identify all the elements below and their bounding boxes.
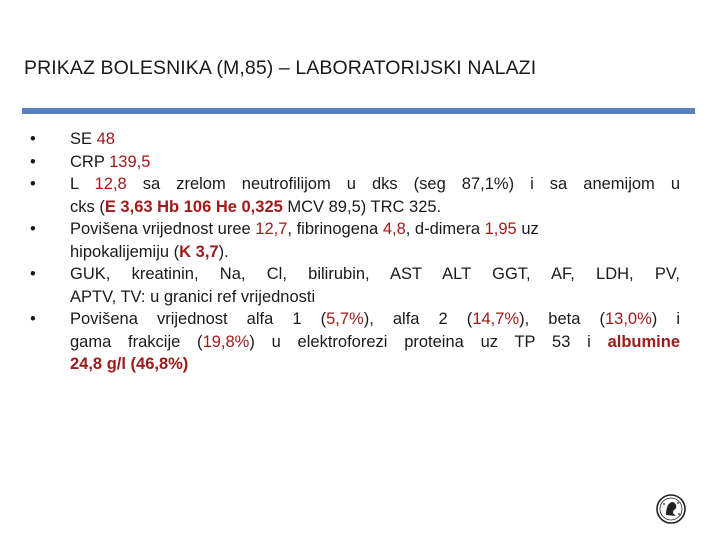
lab-value: 24,8 g/l (46,8%) — [70, 355, 189, 373]
label-text: cks ( — [70, 197, 105, 216]
label-text: ), alfa 2 ( — [363, 310, 473, 328]
bullet-icon: • — [30, 310, 36, 328]
line-text — [70, 263, 680, 286]
lab-value: 12,7 — [255, 220, 288, 238]
label-text: CRP — [70, 152, 110, 171]
title-divider — [22, 108, 695, 114]
bullet-icon: • — [30, 175, 36, 193]
label-text: gama frakcije ( — [70, 332, 203, 351]
lab-findings-list — [30, 128, 680, 376]
line-text — [70, 173, 680, 196]
list-item-electrophoresis — [30, 308, 680, 376]
label-text: MCV 89,5) TRC 325. — [282, 197, 442, 216]
label-text: ). — [218, 242, 229, 261]
list-item-normal-values — [30, 263, 680, 308]
slide-title: PRIKAZ BOLESNIKA (M,85) – LABORATORIJSKI NALAZI — [24, 57, 537, 79]
label-text: , fibrinogena — [287, 220, 383, 238]
label-text: Povišena vrijednost alfa 1 ( — [70, 310, 327, 328]
lab-value: albumine — [607, 332, 680, 351]
lab-value: 48 — [96, 130, 115, 148]
bullet-icon: • — [30, 220, 36, 238]
label-text: ), beta ( — [519, 310, 605, 328]
label-text: ) u elektroforezi proteina uz TP 53 i — [249, 332, 608, 351]
lab-value: 13,0% — [604, 310, 652, 328]
bullet-icon: • — [30, 130, 36, 148]
bullet-icon: • — [30, 265, 36, 283]
label-text: ) i — [651, 310, 681, 328]
line-text — [70, 241, 680, 264]
label-text: Povišena vrijednost uree — [70, 220, 256, 238]
list-item-blood-count — [30, 173, 680, 218]
line-text — [70, 286, 680, 309]
line-text — [70, 218, 680, 241]
label-text: uz — [516, 220, 539, 238]
label-text: APTV, TV: u granici ref vrijednosti — [70, 287, 316, 306]
lab-value: 5,7% — [326, 310, 364, 328]
lab-value: 1,95 — [484, 220, 517, 238]
institution-seal-icon — [656, 494, 686, 524]
label-text: SE — [70, 130, 97, 148]
lab-value: 19,8% — [202, 332, 250, 351]
line-text — [70, 331, 680, 354]
list-item-se — [30, 128, 680, 151]
list-item-crp — [30, 151, 680, 174]
label-text: GUK, kreatinin, Na, Cl, bilirubin, AST ALT GGT, AF, LDH, PV, — [70, 265, 680, 283]
list-item-urea — [30, 218, 680, 263]
lab-value: 14,7% — [472, 310, 520, 328]
label-text: hipokalijemiju ( — [70, 242, 180, 261]
lab-value: 12,8 — [94, 175, 127, 193]
line-text — [70, 308, 680, 331]
bullet-icon: • — [30, 152, 36, 171]
line-text — [70, 196, 680, 219]
label-text: L — [70, 175, 95, 193]
label-text: , d-dimera — [405, 220, 485, 238]
lab-value: E 3,63 Hb 106 He 0,325 — [104, 197, 283, 216]
lab-value: 4,8 — [382, 220, 406, 238]
lab-value: K 3,7 — [179, 242, 219, 261]
lab-value: 139,5 — [109, 152, 151, 171]
label-text: sa zrelom neutrofilijom u dks (seg 87,1%) i sa anemijom u — [126, 175, 681, 193]
